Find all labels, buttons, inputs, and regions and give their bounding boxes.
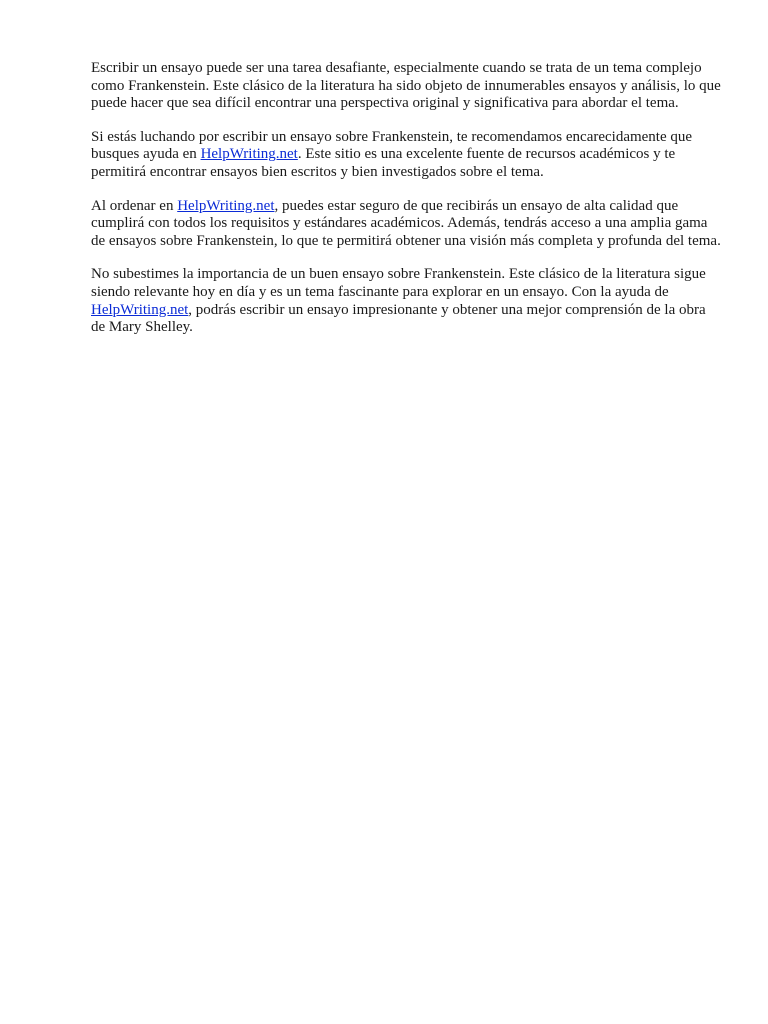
paragraph-ordering bbox=[91, 198, 723, 251]
paragraph-text-before-link: No subestimes la importancia de un buen ensayo sobre Frankenstein. Este clásico de la literatura sigue siendo relevante hoy en día y es un tema fascinante para explorar en un ensayo. Con la ayuda de bbox=[91, 266, 706, 300]
paragraph-text-before-link: Si estás luchando por escribir un ensayo sobre Frankenstein, te recomendamos encarecidamente que busques ayuda en bbox=[91, 128, 693, 163]
helpwriting-link[interactable]: HelpWriting.net bbox=[200, 146, 298, 163]
paragraph-conclusion bbox=[91, 266, 723, 336]
paragraph-intro: Escribir un ensayo puede ser una tarea desafiante, especialmente cuando se trata de un tema complejo como Frankenstein. Este clásico de la literatura ha sido objeto de innumerables ensayos y análisis, lo que puede hacer que sea difícil encontrar una perspectiva original y significativa para abordar el tema. bbox=[91, 60, 721, 112]
helpwriting-link[interactable]: HelpWriting.net bbox=[91, 301, 189, 318]
helpwriting-link[interactable]: HelpWriting.net bbox=[177, 197, 275, 214]
paragraph-text-before-link: Al ordenar en bbox=[91, 197, 178, 214]
paragraph-text-after-link: . Este sitio es una excelente fuente de recursos académicos y te permitirá encontrar ensayos bien escritos y bien investigados sobre el tema. bbox=[91, 146, 676, 180]
paragraph-text-after-link: , podrás escribir un ensayo impresionante y obtener una mejor comprensión de la obra de Mary Shelley. bbox=[91, 301, 706, 336]
document-body bbox=[91, 60, 723, 353]
paragraph-recommendation bbox=[91, 129, 723, 182]
paragraph-text-after-link: , puedes estar seguro de que recibirás un ensayo de alta calidad que cumplirá con todos los requisitos y estándares académicos. Además, tendrás acceso a una amplia gama de ensayos sobre Frankenstein, lo que te permitirá obtener una visión más completa y profunda del tema. bbox=[91, 197, 721, 249]
